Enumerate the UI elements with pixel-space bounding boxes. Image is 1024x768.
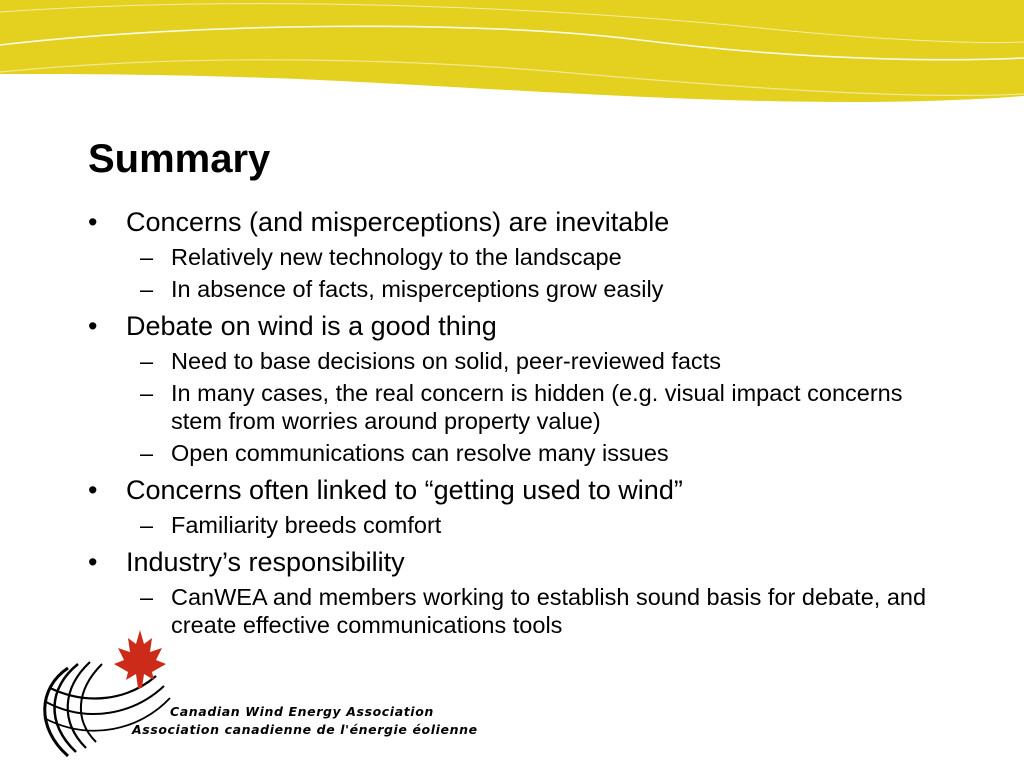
sub-bullet-item xyxy=(88,243,941,271)
sub-bullet-text: In absence of facts, misperceptions grow easily xyxy=(171,276,664,302)
bullet-marker: • xyxy=(88,207,98,237)
canwea-logo-icon xyxy=(28,628,178,758)
sub-bullet-text: Need to base decisions on solid, peer-reviewed facts xyxy=(171,348,721,374)
sub-bullet-text: Relatively new technology to the landscape xyxy=(171,244,622,270)
maple-leaf-icon xyxy=(114,630,166,688)
sub-bullet-text: CanWEA and members working to establish sound basis for debate, and create effective communications tools xyxy=(171,584,927,638)
sub-bullet-marker: – xyxy=(140,440,154,466)
sub-bullet-item xyxy=(88,379,941,435)
bullet-text: Concerns often linked to “getting used to wind” xyxy=(126,475,683,505)
header-band xyxy=(0,0,1024,110)
bullet-marker: • xyxy=(88,311,98,341)
sub-bullet-marker: – xyxy=(140,584,154,610)
org-name-fr: Association canadienne de l'énergie éolienne xyxy=(132,722,478,737)
bullet-item xyxy=(88,205,988,239)
bullet-text: Industry’s responsibility xyxy=(126,547,405,577)
sub-bullet-item xyxy=(88,439,941,467)
sub-bullet-item xyxy=(88,275,941,303)
bullet-list xyxy=(88,205,988,639)
sub-bullet-marker: – xyxy=(140,512,154,538)
sub-bullet-marker: – xyxy=(140,276,154,302)
sub-bullet-item xyxy=(88,347,941,375)
bullet-text: Debate on wind is a good thing xyxy=(126,311,497,341)
sub-bullet-text: In many cases, the real concern is hidden (e.g. visual impact concerns stem from worries around property value) xyxy=(171,380,903,434)
bullet-text: Concerns (and misperceptions) are inevitable xyxy=(126,207,670,237)
slide-title: Summary xyxy=(88,137,271,181)
sub-bullet-marker: – xyxy=(140,348,154,374)
bullet-marker: • xyxy=(88,547,98,577)
bullet-item xyxy=(88,309,988,343)
bullet-item xyxy=(88,545,988,579)
bullet-marker: • xyxy=(88,475,98,505)
sub-bullet-item xyxy=(88,511,941,539)
org-name-en: Canadian Wind Energy Association xyxy=(170,704,434,719)
sub-bullet-text: Familiarity breeds comfort xyxy=(171,512,442,538)
sub-bullet-item xyxy=(88,583,941,639)
sub-bullet-marker: – xyxy=(140,380,154,406)
sub-bullet-marker: – xyxy=(140,244,154,270)
sub-bullet-text: Open communications can resolve many issues xyxy=(171,440,669,466)
bullet-item xyxy=(88,473,988,507)
